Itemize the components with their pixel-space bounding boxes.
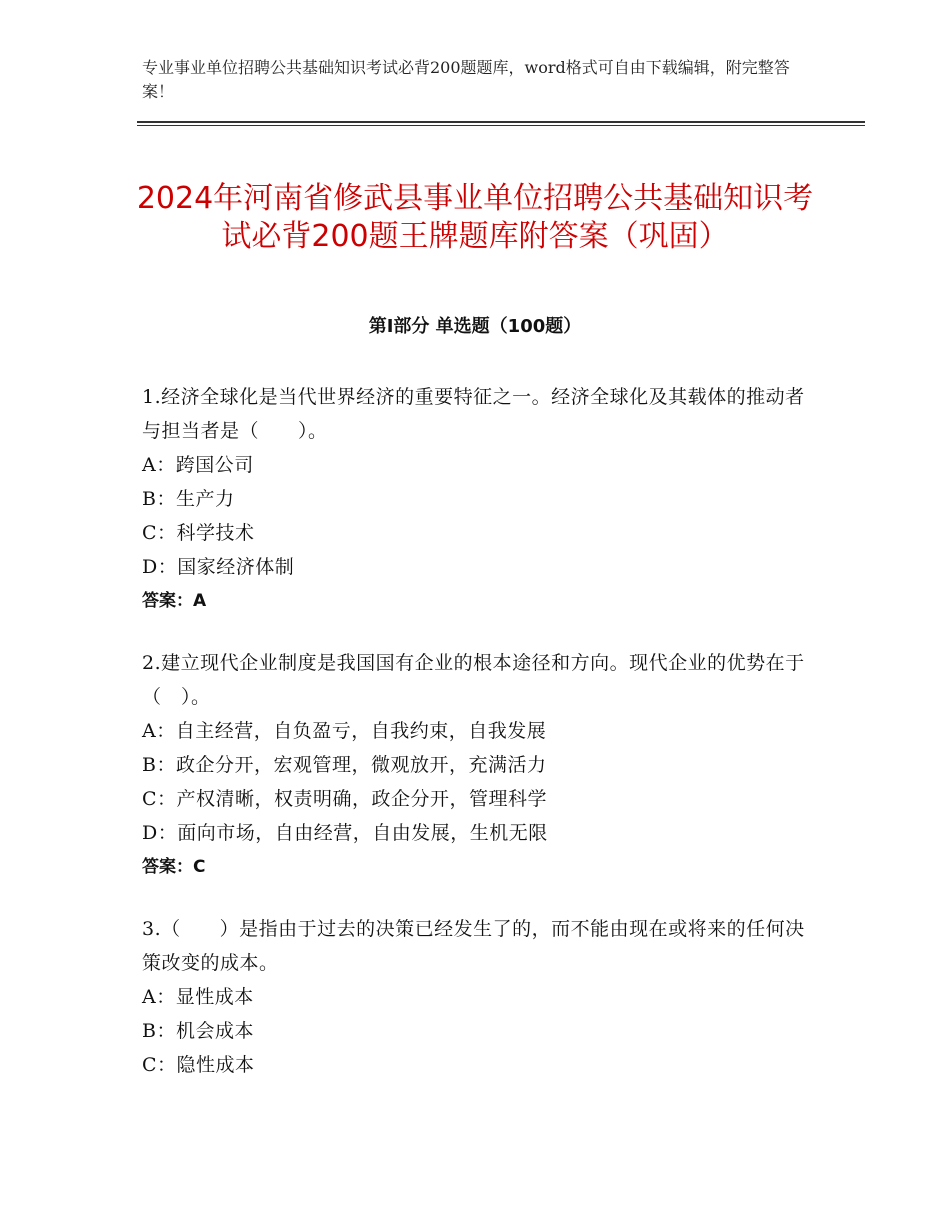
header-note: 专业事业单位招聘公共基础知识考试必背200题题库，word格式可自由下载编辑，附完整答案！: [142, 58, 790, 101]
answer: 答案：C: [142, 857, 206, 877]
option-c: C：科学技术: [142, 522, 255, 544]
option-a: A：自主经营，自负盈亏，自我约束，自我发展: [142, 720, 547, 742]
question-stem: 3.（ ）是指由于过去的决策已经发生了的，而不能由现在或将来的任何决策改变的成本。: [142, 918, 805, 974]
question-2: [142, 646, 808, 884]
option-a: A：显性成本: [142, 986, 254, 1008]
option-b: B：生产力: [142, 488, 235, 510]
option-d: D：面向市场，自由经营，自由发展，生机无限: [142, 822, 548, 844]
option-b: B：政企分开，宏观管理，微观放开，充满活力: [142, 754, 547, 776]
question-3: [142, 912, 808, 1082]
option-a: A：跨国公司: [142, 454, 254, 476]
question-stem: 1.经济全球化是当代世界经济的重要特征之一。经济全球化及其载体的推动者与担当者是（ ）。: [142, 386, 805, 442]
question-stem: 2.建立现代企业制度是我国国有企业的根本途径和方向。现代企业的优势在于（ ）。: [142, 652, 805, 708]
document-title: 2024年河南省修武县事业单位招聘公共基础知识考试必背200题王牌题库附答案（巩固）: [136, 181, 814, 255]
question-1: [142, 380, 808, 618]
answer: 答案：A: [142, 591, 207, 611]
option-b: B：机会成本: [142, 1020, 254, 1042]
header-rule: [137, 121, 865, 126]
header-rule-thick: [137, 121, 865, 123]
question-list: [142, 380, 808, 1110]
section-title: 第Ⅰ部分 单选题（100题）: [368, 316, 582, 337]
option-d: D：国家经济体制: [142, 556, 295, 578]
option-c: C：产权清晰，权责明确，政企分开，管理科学: [142, 788, 548, 810]
header-rule-thin: [137, 125, 865, 126]
option-c: C：隐性成本: [142, 1054, 255, 1076]
